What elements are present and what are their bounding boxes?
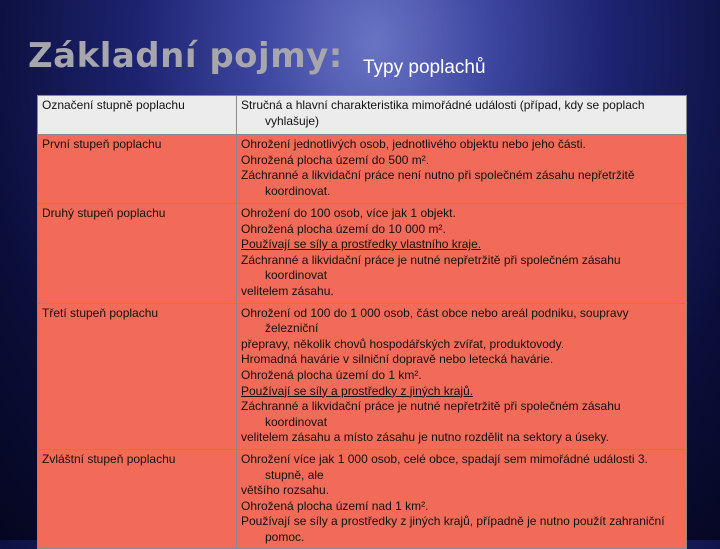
description-cell [237,303,687,449]
description-line: Používají se síly a prostředky z jiných krajů, případně je nutno použít zahraniční pomoc. [241,514,665,544]
description-line-underlined: Používají se síly a prostředky vlastního kraje. [241,237,482,252]
table-row [38,449,687,549]
description-line: Ohrožení do 100 osob, více jak 1 objekt. [241,206,456,220]
description-line: Ohrožená plocha území do 1 km². [241,367,422,382]
description-cell [237,135,687,204]
description-line: Ohrožení jednotlivých osob, jednotlivého objektu nebo jeho části. [241,137,586,151]
slide-subtitle: Typy poplachů [363,57,486,78]
description-line: Záchranné a likvidační práce je nutné nepřetržitě při společném zásahu koordinovat [241,399,621,429]
header-description-cell [237,96,687,135]
level-cell: Třetí stupeň poplachu [38,303,237,449]
description-line: Ohrožená plocha území do 500 m². [241,152,430,167]
description-line: Záchranné a likvidační práce je nutné nepřetržitě při společném zásahu koordinovat [241,252,621,283]
table-row [38,204,687,304]
description-cell [237,204,687,304]
description-line: Ohrožená plocha území do 10 000 m². [241,221,446,236]
description-line-underlined: Používají se síly a prostředky z jiných krajů. [241,383,474,398]
table-header-row [38,96,687,135]
description-line: většího rozsahu. [241,483,330,498]
slide-title: Základní pojmy: [28,36,343,76]
description-line: Ohrožená plocha území nad 1 km². [241,498,429,513]
description-line: Ohrožení více jak 1 000 osob, celé obce, spadají sem mimořádné události 3. stupně, ale [241,451,648,482]
description-line: Hromadná havárie v silniční dopravě nebo letecká havárie. [241,352,554,367]
description-line: velitelem zásahu a místo zásahu je nutno rozdělit na sektory a úseky. [241,430,609,445]
level-cell: Druhý stupeň poplachu [38,204,237,304]
description-line: Záchranné a likvidační práce není nutno při společném zásahu nepřetržitě koordinovat. [241,168,635,198]
table-row [38,303,687,449]
level-cell: První stupeň poplachu [38,135,237,204]
description-cell [237,449,687,549]
header-description-text: Stručná a hlavní charakteristika mimořádné události (případ, kdy se poplach vyhlašuje) [241,98,645,128]
description-line: velitelem zásahu. [241,283,334,298]
description-line: Ohrožení od 100 do 1 000 osob, část obce nebo areál podniku, soupravy železniční [241,305,629,336]
alarm-levels-table [37,95,687,549]
table-row [38,135,687,204]
level-cell: Zvláštní stupeň poplachu [38,449,237,549]
header-level-cell: Označení stupně poplachu [38,96,237,135]
description-line: přepravy, několik chovů hospodářských zvířat, produktovody. [241,336,565,351]
